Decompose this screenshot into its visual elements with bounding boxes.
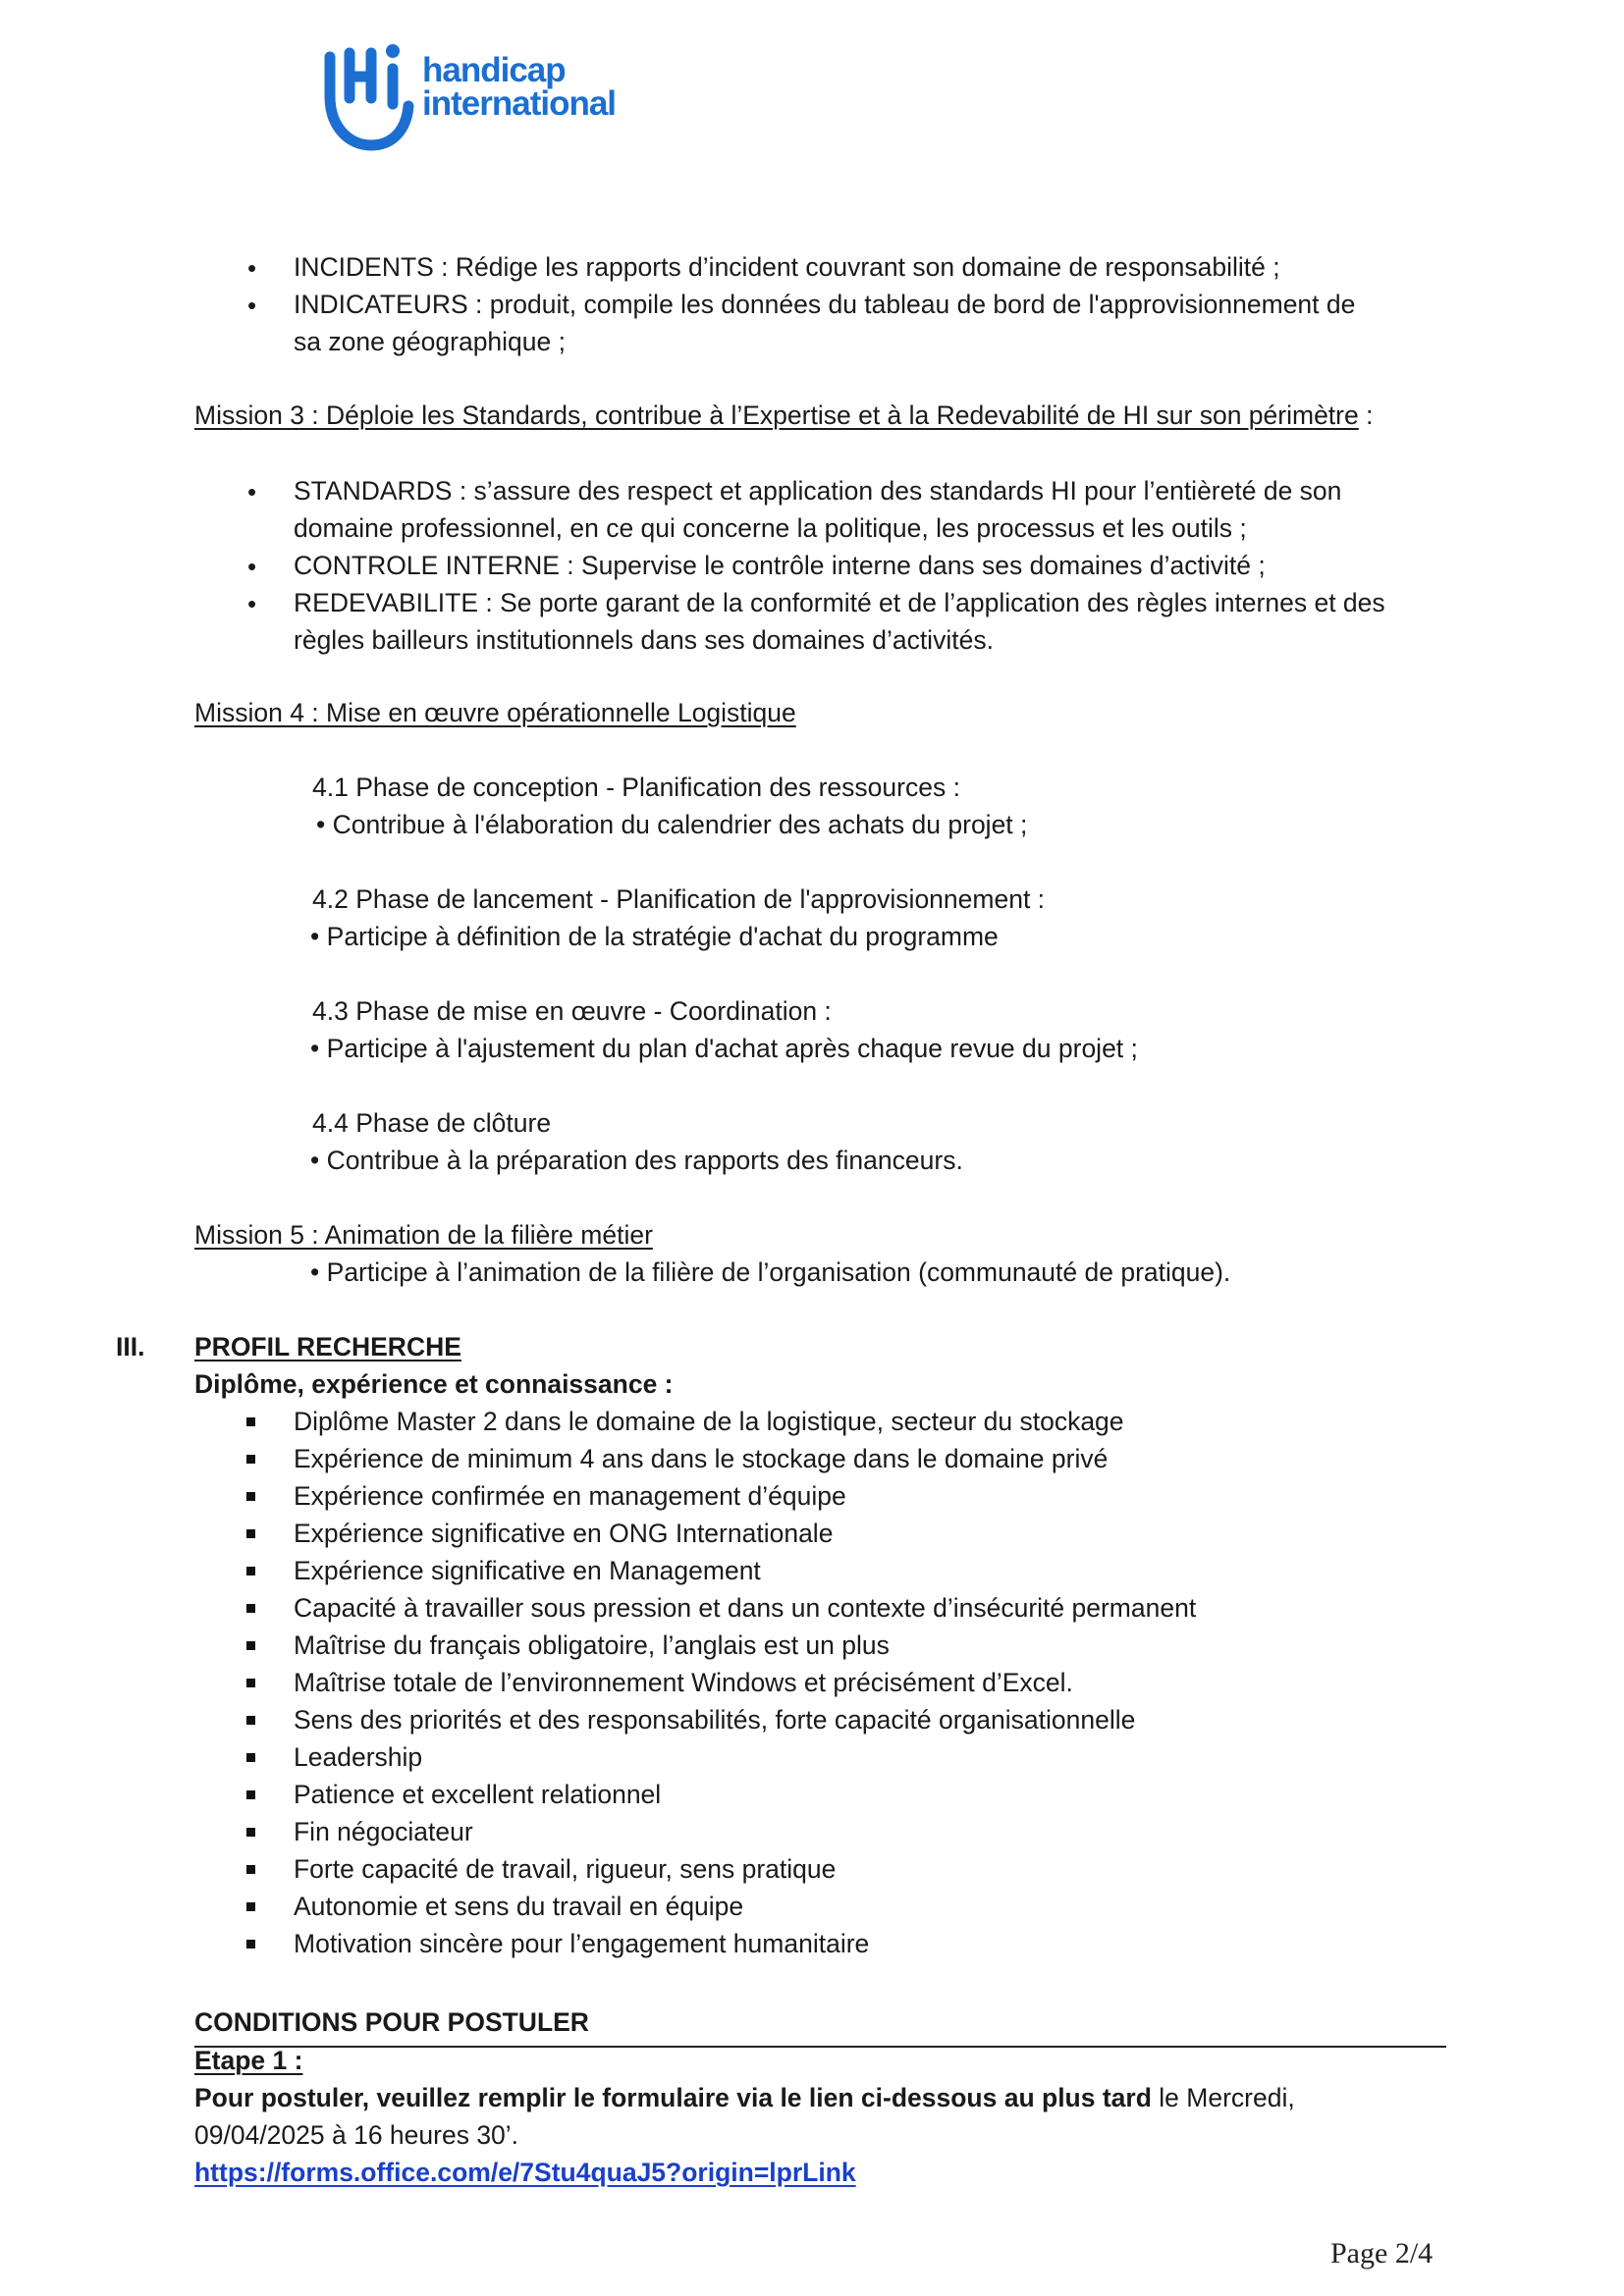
profil-item: Expérience confirmée en management d’équipe [294,1481,846,1511]
profil-item: Maîtrise totale de l’environnement Windows et précisément d’Excel. [294,1668,1073,1697]
section-numeral: III. [116,1332,145,1362]
phase-4-2-item: • Participe à définition de la stratégie d'achat du programme [310,922,999,951]
logo-text-international: international [422,84,617,123]
bullet-redevabilite-line2: règles bailleurs institutionnels dans ses domaines d’activités. [294,625,994,655]
profil-subtitle: Diplôme, expérience et connaissance : [194,1369,674,1399]
square-bullet [246,1790,255,1799]
profil-item: Sens des priorités et des responsabilités, forte capacité organisationnelle [294,1705,1136,1735]
apply-instructions-bold: Pour postuler, veuillez remplir le formulaire via le lien ci-dessous au plus tard [194,2083,1152,2112]
section-divider [194,2046,1446,2048]
profil-item: Expérience significative en Management [294,1556,761,1585]
profil-item: Autonomie et sens du travail en équipe [294,1892,744,1921]
conditions-title: CONDITIONS POUR POSTULER [194,2007,589,2037]
mission3-title: Mission 3 : Déploie les Standards, contribue à l’Expertise et à la Redevabilité de HI sur son périmètre [194,400,1359,430]
bullet-dot: • [247,477,257,507]
square-bullet [246,1828,255,1837]
phase-4-3-title: 4.3 Phase de mise en œuvre - Coordination : [312,996,832,1026]
square-bullet [246,1940,255,1949]
phase-4-2-title: 4.2 Phase de lancement - Planification de l'approvisionnement : [312,884,1046,914]
bullet-incidents: INCIDENTS : Rédige les rapports d’incident couvrant son domaine de responsabilité ; [294,252,1280,282]
etape-label: Etape 1 : [194,2046,303,2075]
phase-4-1-title: 4.1 Phase de conception - Planification des ressources : [312,773,960,802]
square-bullet [246,1716,255,1725]
square-bullet [246,1753,255,1762]
apply-link-row [194,2154,856,2191]
mission3-colon: : [1358,400,1374,430]
mission5-item: • Participe à l’animation de la filière de l’organisation (communauté de pratique). [310,1257,1231,1287]
apply-instructions-line1 [194,2079,1445,2116]
phase-4-4-title: 4.4 Phase de clôture [312,1108,552,1138]
bullet-standards-line1: STANDARDS : s’assure des respect et application des standards HI pour l’entièreté de son [294,476,1342,506]
phase-4-3-item: • Participe à l'ajustement du plan d'achat après chaque revue du projet ; [310,1034,1138,1063]
phase-4-1-item: • Contribue à l'élaboration du calendrier des achats du projet ; [316,810,1028,839]
bullet-dot: • [247,552,257,581]
bullet-dot: • [247,589,257,618]
bullet-dot: • [247,253,257,283]
profil-item: Motivation sincère pour l’engagement humanitaire [294,1929,870,1958]
square-bullet [246,1865,255,1874]
profil-title: PROFIL RECHERCHE [194,1332,461,1362]
square-bullet [246,1492,255,1501]
square-bullet [246,1455,255,1464]
profil-item: Patience et excellent relationnel [294,1780,662,1809]
profil-item: Maîtrise du français obligatoire, l’anglais est un plus [294,1630,890,1660]
bullet-redevabilite-line1: REDEVABILITE : Se porte garant de la conformité et de l’application des règles internes et des [294,588,1385,617]
profil-item: Expérience significative en ONG Internationale [294,1519,834,1548]
bullet-controle-interne: CONTROLE INTERNE : Supervise le contrôle interne dans ses domaines d’activité ; [294,551,1266,580]
profil-item: Expérience de minimum 4 ans dans le stockage dans le domaine privé [294,1444,1109,1473]
square-bullet [246,1529,255,1538]
square-bullet [246,1604,255,1613]
profil-item: Diplôme Master 2 dans le domaine de la logistique, secteur du stockage [294,1407,1124,1436]
hi-hand-logo-icon [320,29,418,151]
handicap-international-logo [320,29,654,151]
profil-item: Leadership [294,1742,423,1772]
square-bullet [246,1679,255,1687]
square-bullet [246,1902,255,1911]
mission5-title: Mission 5 : Animation de la filière métier [194,1220,653,1250]
logo-text-handicap: handicap [422,51,566,89]
mission3-heading [194,397,1373,434]
square-bullet [246,1417,255,1426]
apply-instructions-line2: 09/04/2025 à 16 heures 30’. [194,2120,519,2150]
square-bullet [246,1567,255,1575]
bullet-standards-line2: domaine professionnel, en ce qui concerne la politique, les processus et les outils ; [294,513,1247,543]
page-number: Page 2/4 [1330,2237,1434,2269]
phase-4-4-item: • Contribue à la préparation des rapports des financeurs. [310,1146,963,1175]
apply-instructions-date: le Mercredi, [1151,2083,1295,2112]
profil-item: Capacité à travailler sous pression et dans un contexte d’insécurité permanent [294,1593,1197,1623]
square-bullet [246,1641,255,1650]
profil-item: Forte capacité de travail, rigueur, sens pratique [294,1854,837,1884]
bullet-dot: • [247,291,257,320]
profil-item: Fin négociateur [294,1817,473,1846]
application-form-link[interactable]: https://forms.office.com/e/7Stu4quaJ5?origin=lprLink [194,2158,856,2187]
mission4-title: Mission 4 : Mise en œuvre opérationnelle Logistique [194,698,796,727]
bullet-indicateurs-line1: INDICATEURS : produit, compile les données du tableau de bord de l'approvisionnement de [294,290,1356,319]
bullet-indicateurs-line2: sa zone géographique ; [294,327,566,356]
